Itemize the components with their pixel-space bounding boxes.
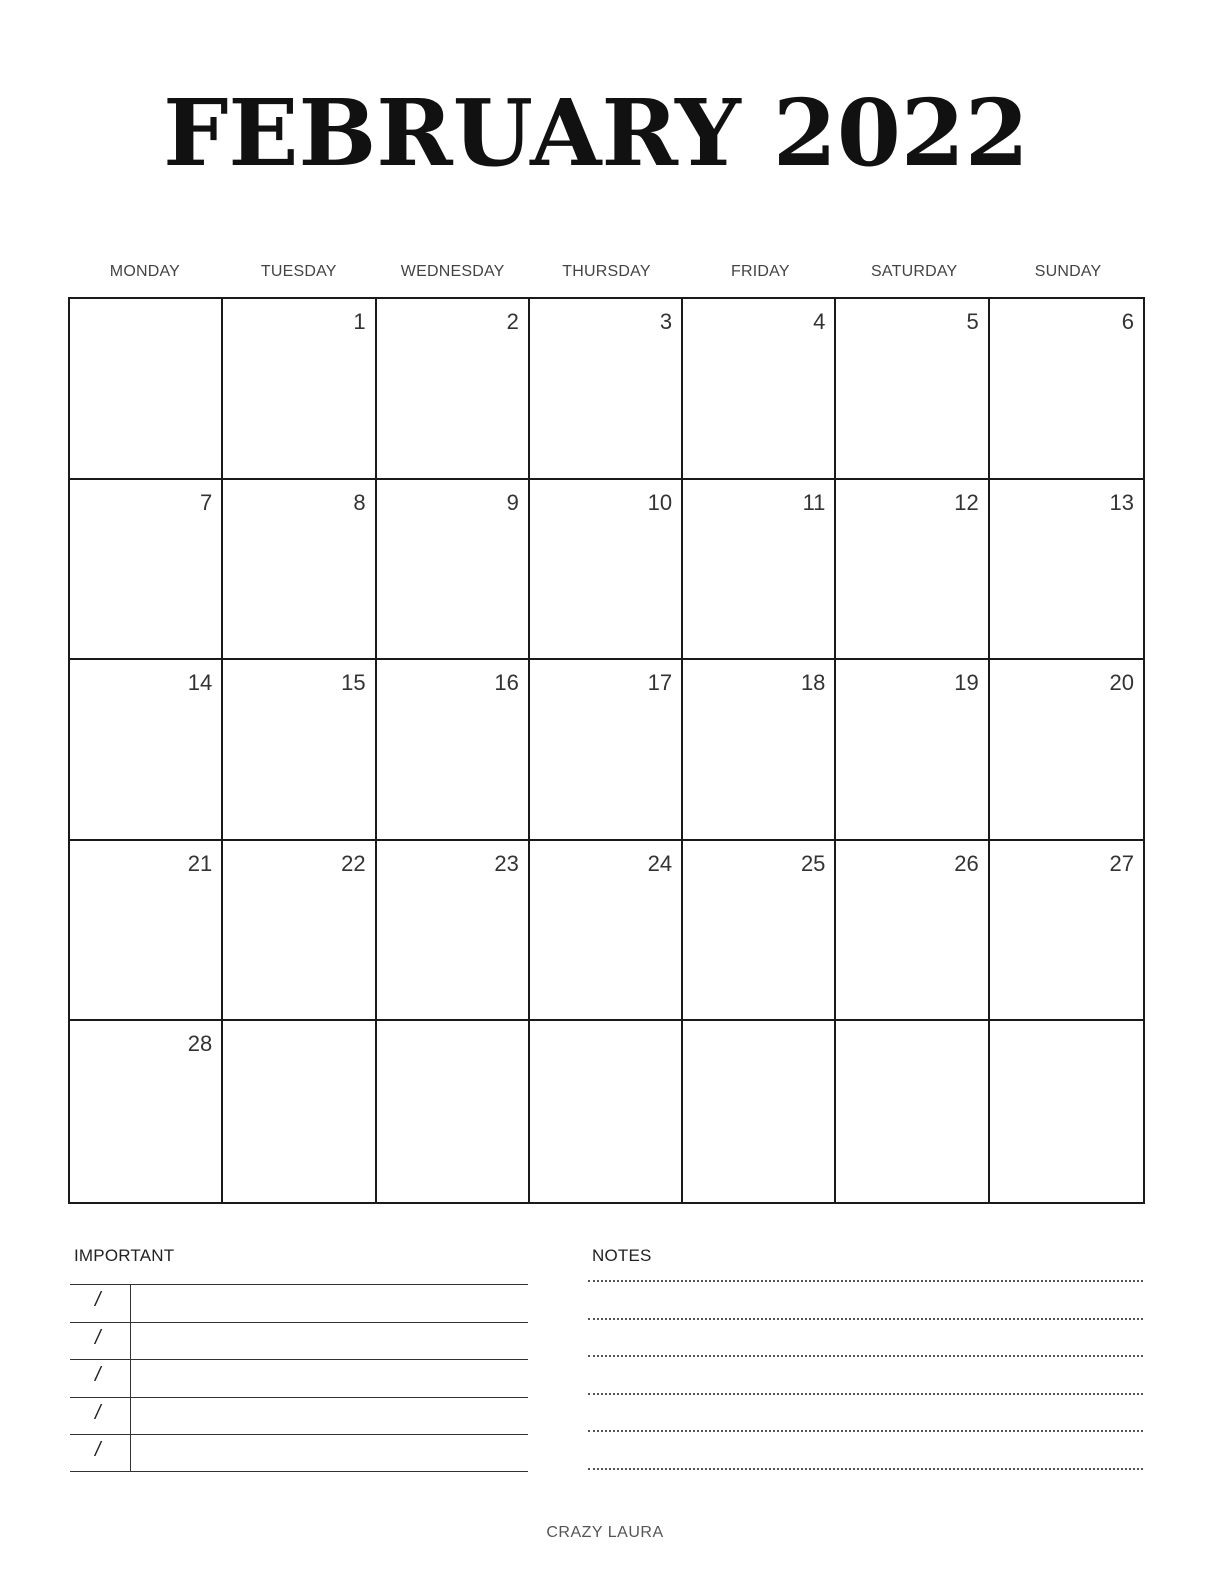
notes-label: NOTES <box>592 1246 652 1265</box>
day-number: 6 <box>1121 309 1134 334</box>
weekday-label: SATURDAY <box>871 263 958 280</box>
calendar-grid <box>68 297 1145 1204</box>
page-title: FEBRUARY 2022 <box>163 79 1029 187</box>
important-date-slot: / <box>70 1435 131 1471</box>
footer-brand: CRAZY LAURA <box>546 1524 664 1541</box>
day-number: 17 <box>647 670 673 696</box>
day-number: 5 <box>966 309 979 334</box>
day-number: 14 <box>187 670 213 696</box>
important-date-slot: / <box>70 1360 131 1397</box>
calendar-day-cell <box>223 1021 376 1202</box>
calendar-day-cell <box>223 660 376 841</box>
calendar-day-cell <box>530 660 683 841</box>
weekday-label: MONDAY <box>109 263 181 280</box>
important-date-slot: / <box>70 1285 131 1322</box>
calendar-day-cell <box>990 1021 1143 1202</box>
calendar-day-cell <box>990 841 1143 1022</box>
day-number: 15 <box>341 670 366 696</box>
calendar-day-cell <box>223 480 376 661</box>
day-number: 3 <box>659 309 673 334</box>
calendar-day-cell <box>683 660 836 841</box>
day-number: 1 <box>353 309 366 334</box>
day-number: 22 <box>341 850 366 876</box>
important-list <box>70 1284 528 1472</box>
calendar-day-cell <box>223 841 376 1022</box>
calendar-day-cell <box>836 841 989 1022</box>
day-number: 9 <box>506 489 519 515</box>
important-row <box>70 1359 528 1397</box>
calendar-day-cell <box>530 1021 683 1202</box>
calendar-day-cell <box>377 299 530 480</box>
calendar-day-cell <box>377 480 530 661</box>
calendar-day-cell <box>70 841 223 1022</box>
note-line <box>588 1355 1143 1393</box>
day-number: 28 <box>187 1031 213 1057</box>
note-line <box>588 1468 1143 1506</box>
calendar-day-cell <box>70 480 223 661</box>
important-text-line <box>131 1398 528 1435</box>
important-text-line <box>131 1360 528 1397</box>
important-date-slot: / <box>70 1323 131 1360</box>
important-row <box>70 1284 528 1322</box>
day-number: 16 <box>494 670 519 696</box>
day-number: 27 <box>1109 850 1134 876</box>
calendar-day-cell <box>683 841 836 1022</box>
weekday-label: THURSDAY <box>562 263 651 280</box>
weekday-label: TUESDAY <box>260 263 337 280</box>
calendar-day-cell <box>990 299 1143 480</box>
note-line <box>588 1430 1143 1468</box>
calendar-day-cell <box>530 480 683 661</box>
day-number: 23 <box>494 850 519 876</box>
important-row <box>70 1397 528 1435</box>
calendar-day-cell <box>70 1021 223 1202</box>
weekday-label: WEDNESDAY <box>400 263 505 280</box>
calendar-day-cell <box>223 299 376 480</box>
day-number: 18 <box>800 670 826 696</box>
important-text-line <box>131 1323 528 1360</box>
day-number: 13 <box>1109 489 1134 515</box>
important-date-slot: / <box>70 1398 131 1435</box>
calendar-day-cell <box>377 1021 530 1202</box>
day-number: 21 <box>187 850 213 876</box>
day-number: 24 <box>647 850 673 876</box>
day-number: 25 <box>800 850 826 876</box>
calendar-day-cell <box>683 1021 836 1202</box>
calendar-day-cell <box>530 841 683 1022</box>
important-text-line <box>131 1285 528 1322</box>
calendar-day-cell <box>377 841 530 1022</box>
important-label: IMPORTANT <box>74 1246 175 1265</box>
weekday-header-row <box>68 260 1145 284</box>
calendar-day-cell <box>683 480 836 661</box>
weekday-label: FRIDAY <box>731 263 790 280</box>
calendar-day-cell <box>530 299 683 480</box>
notes-list <box>588 1280 1143 1506</box>
calendar-day-cell <box>836 660 989 841</box>
calendar-day-cell <box>990 660 1143 841</box>
day-number: 26 <box>954 850 979 876</box>
day-number: 19 <box>954 670 979 696</box>
calendar-day-cell <box>377 660 530 841</box>
calendar-day-cell <box>990 480 1143 661</box>
day-number: 7 <box>200 489 213 515</box>
day-number: 12 <box>954 489 979 515</box>
calendar-day-cell <box>683 299 836 480</box>
note-line <box>588 1280 1143 1318</box>
note-line <box>588 1393 1143 1431</box>
day-number: 20 <box>1109 670 1134 696</box>
important-row <box>70 1322 528 1360</box>
calendar-day-cell <box>836 480 989 661</box>
weekday-label: SUNDAY <box>1034 263 1102 280</box>
important-row <box>70 1434 528 1472</box>
important-text-line <box>131 1435 528 1471</box>
day-number: 2 <box>506 309 519 334</box>
day-number: 11 <box>802 489 826 515</box>
calendar-day-cell <box>70 299 223 480</box>
calendar-day-cell <box>836 1021 989 1202</box>
day-number: 4 <box>813 309 826 334</box>
calendar-day-cell <box>836 299 989 480</box>
note-line <box>588 1318 1143 1356</box>
day-number: 8 <box>353 489 366 515</box>
calendar-day-cell <box>70 660 223 841</box>
day-number: 10 <box>647 489 673 515</box>
